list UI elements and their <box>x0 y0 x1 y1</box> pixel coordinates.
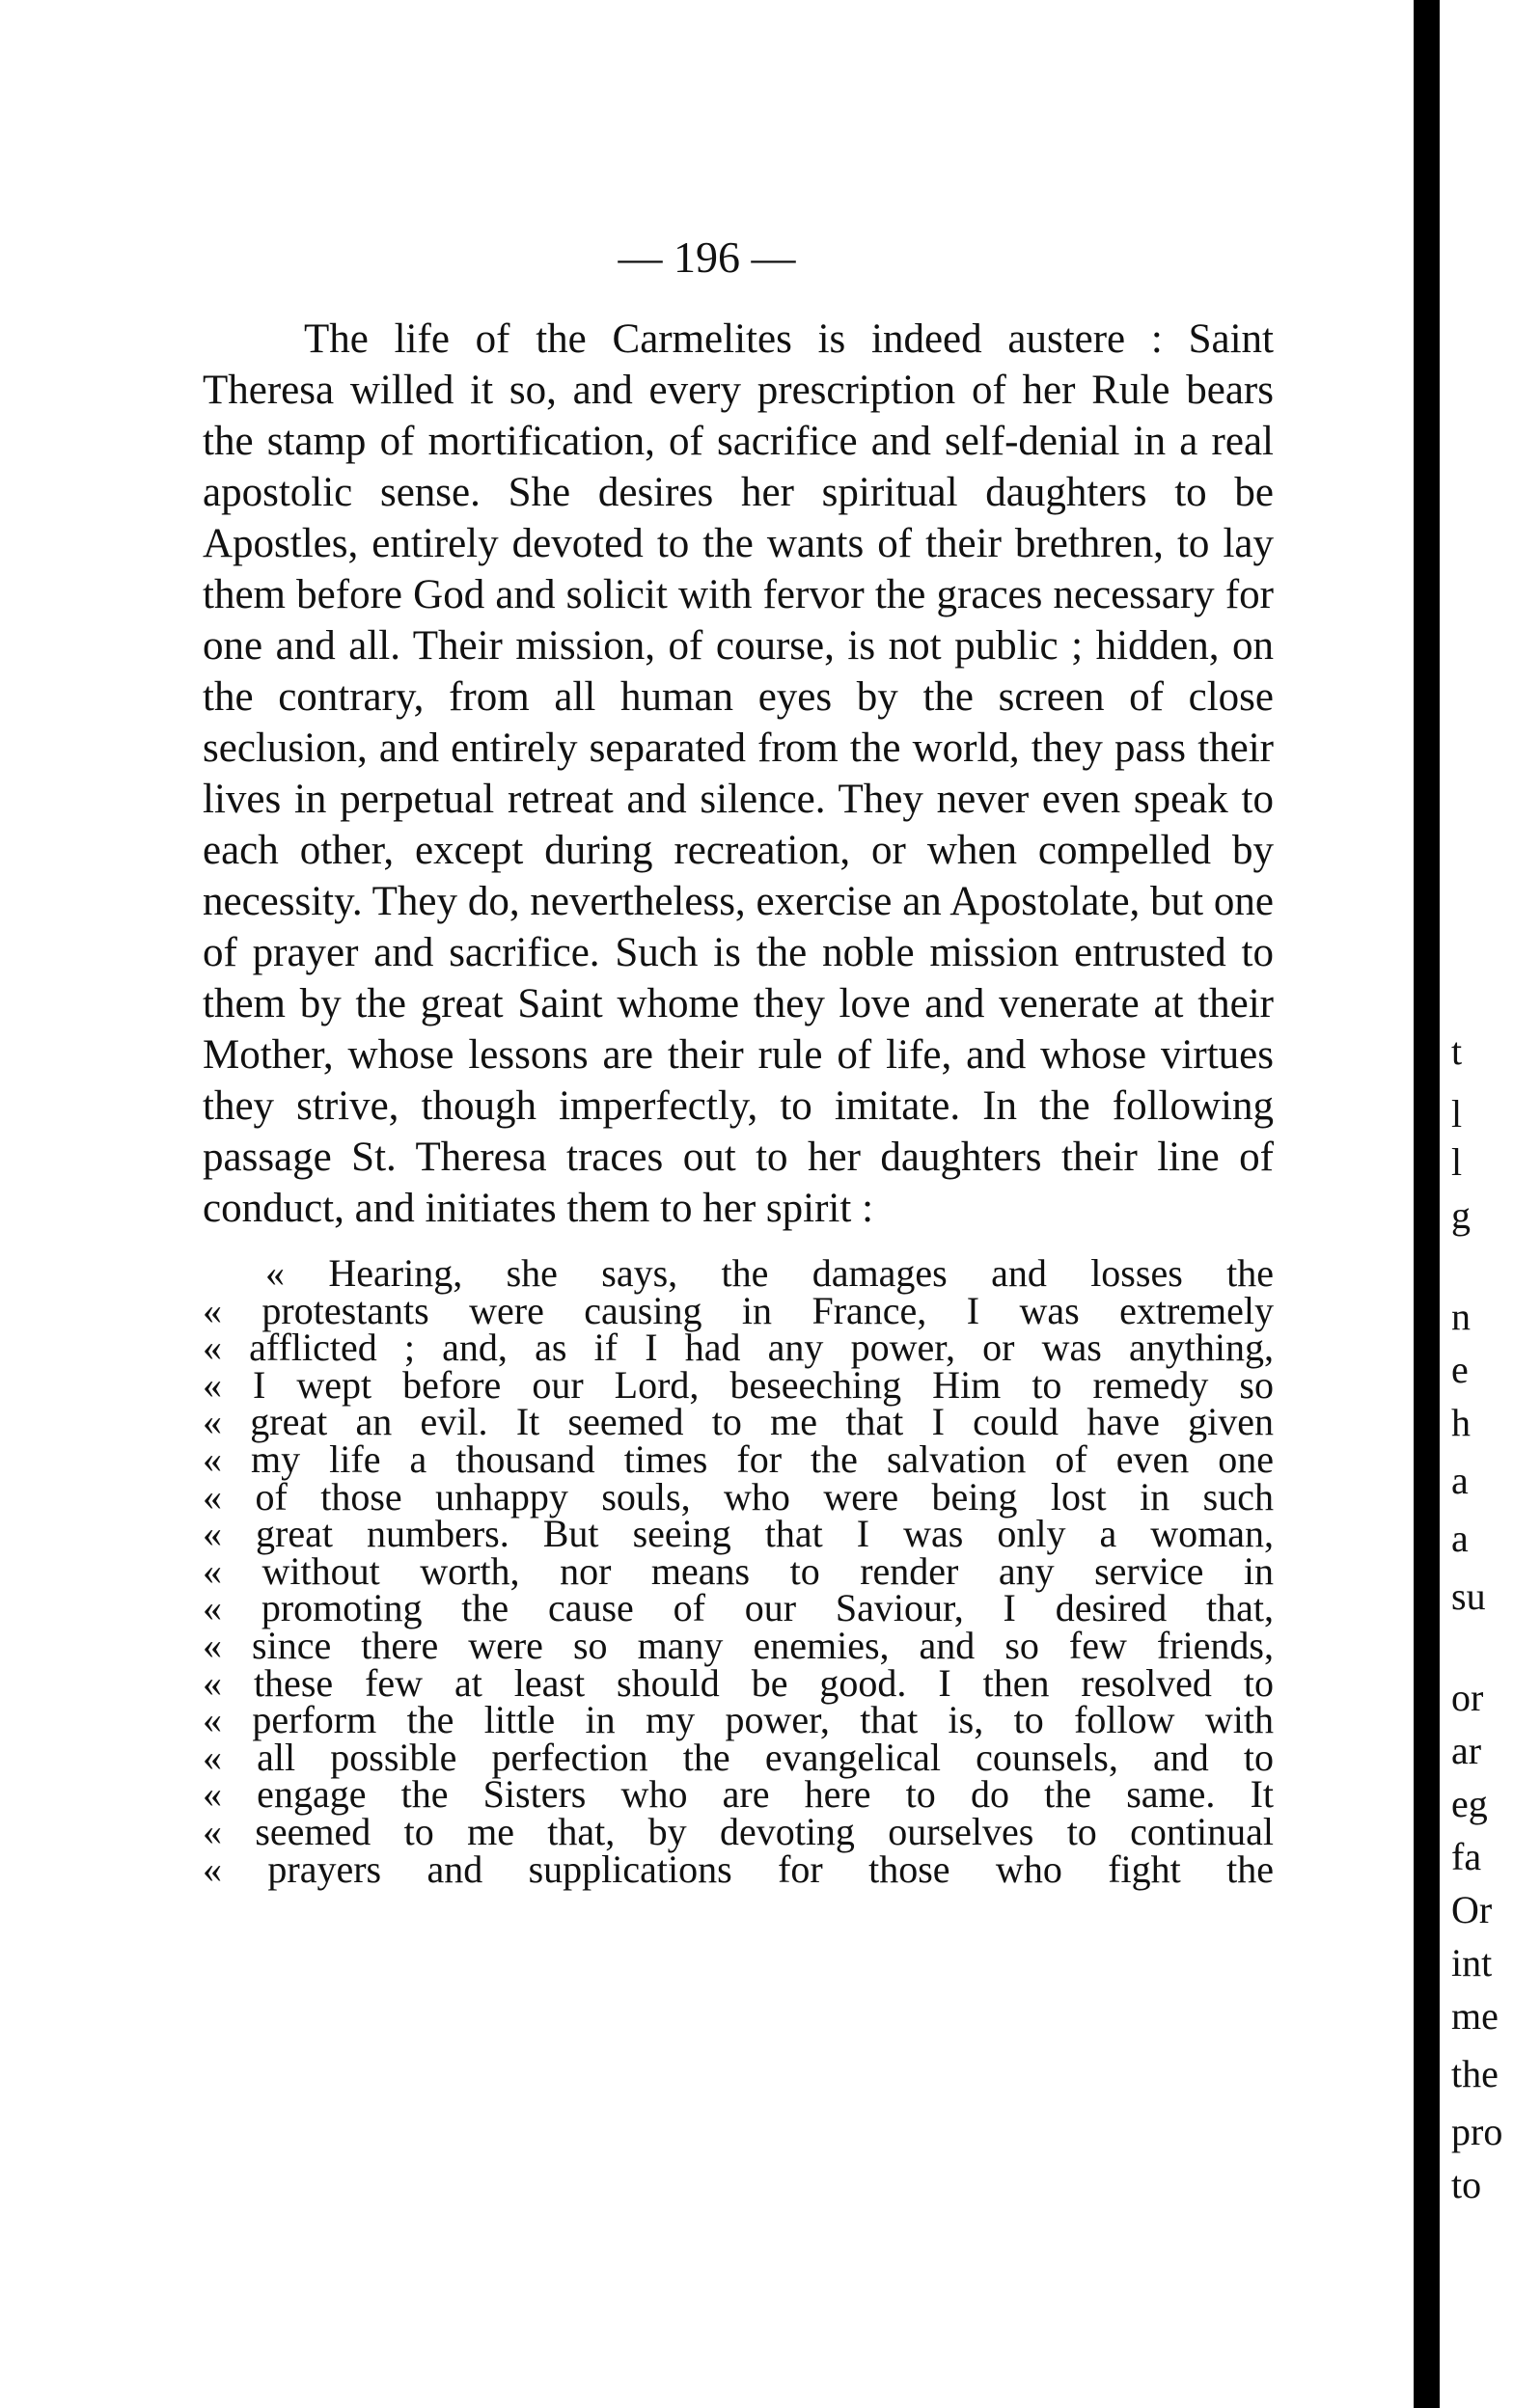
facing-page-fragment: eg <box>1451 1782 1488 1825</box>
quote-line: « Hearing, she says, the damages and losses the <box>265 1251 1274 1295</box>
body-paragraph: The life of the Carmelites is indeed austere : Saint Theresa willed it so, and every prescription of her Rule bears the stamp of mortification, of sacrifice and self-denial in a real apostolic sense. She desires her spiritual daughters to be Apostles, entirely devoted to the wants of their brethren, to lay them before God and solicit with fervor the graces necessary for one and all. Their mission, of course, is not public ; hidden, on the contrary, from all human eyes by the screen of close seclusion, and entirely separated from the world, they pass their lives in perpetual retreat and silence. They never even speak to each other, except during recreation, or when compelled by necessity. They do, nevertheless, exercise an Apostolate, but one of prayer and sacrifice. Such is the noble mission entrusted to them by the great Saint whome they love and venerate at their Mother, whose lessons are their rule of life, and whose virtues they strive, though imperfectly, to imitate. In the following passage St. Theresa traces out to her daughters their line of conduct, and initiates them to her spirit : <box>203 316 1274 1231</box>
facing-page-fragment: fa <box>1451 1835 1482 1878</box>
facing-page-fragment: ar <box>1451 1729 1482 1772</box>
facing-page-fragment: g <box>1451 1193 1471 1237</box>
facing-page-fragment: t <box>1451 1029 1463 1073</box>
facing-page-fragment: a <box>1451 1517 1469 1560</box>
facing-page-edge <box>1440 0 1513 2408</box>
page-body <box>203 314 1274 1891</box>
facing-page-fragment: me <box>1451 1994 1499 2038</box>
quotation-block <box>203 1251 1274 1891</box>
quote-line: « of those unhappy souls, who were being lost in such <box>203 1474 1274 1519</box>
facing-page-fragment: a <box>1451 1459 1469 1502</box>
quote-line: « great an evil. It seemed to me that I could have given <box>203 1400 1274 1444</box>
quote-line: « great numbers. But seeing that I was only a woman, <box>203 1512 1274 1556</box>
facing-page-fragment: the <box>1451 2052 1499 2095</box>
quote-line: « all possible perfection the evangelical counsels, and to <box>203 1735 1274 1779</box>
quote-line: « engage the Sisters who are here to do the same. It <box>203 1772 1274 1817</box>
facing-page-fragment: su <box>1451 1574 1486 1618</box>
quote-line: « without worth, nor means to render any service in <box>203 1548 1274 1593</box>
quote-line: « since there were so many enemies, and so few friends, <box>203 1623 1274 1667</box>
quote-line: « protestants were causing in France, I was extremely <box>203 1288 1274 1332</box>
facing-page-fragment: Or <box>1451 1888 1493 1931</box>
quote-line: « perform the little in my power, that is, to follow with <box>203 1698 1274 1742</box>
facing-page-fragment: h <box>1451 1401 1471 1444</box>
quote-line: « promoting the cause of our Saviour, I desired that, <box>203 1586 1274 1630</box>
facing-page-fragment: l <box>1451 1092 1463 1136</box>
facing-page-fragment: to <box>1451 2163 1482 2206</box>
facing-page-fragment: n <box>1451 1295 1471 1338</box>
quote-line: « I wept before our Lord, beseeching Him to remedy so <box>203 1362 1274 1407</box>
facing-page-fragment: l <box>1451 1140 1463 1184</box>
quote-line: « these few at least should be good. I then resolved to <box>203 1660 1274 1705</box>
facing-page-fragment: pro <box>1451 2110 1503 2153</box>
facing-page-fragment: e <box>1451 1348 1469 1391</box>
quote-line: « afflicted ; and, as if I had any power, or was anything, <box>203 1326 1274 1370</box>
facing-page-fragment: int <box>1451 1941 1493 1984</box>
facing-page-fragment: or <box>1451 1676 1484 1719</box>
page-number: — 196 — <box>618 233 796 282</box>
quote-line: « seemed to me that, by devoting ourselves to continual <box>203 1809 1274 1853</box>
quote-line: « prayers and supplications for those who fight the <box>203 1847 1274 1891</box>
quote-line: « my life a thousand times for the salvation of even one <box>203 1437 1274 1481</box>
